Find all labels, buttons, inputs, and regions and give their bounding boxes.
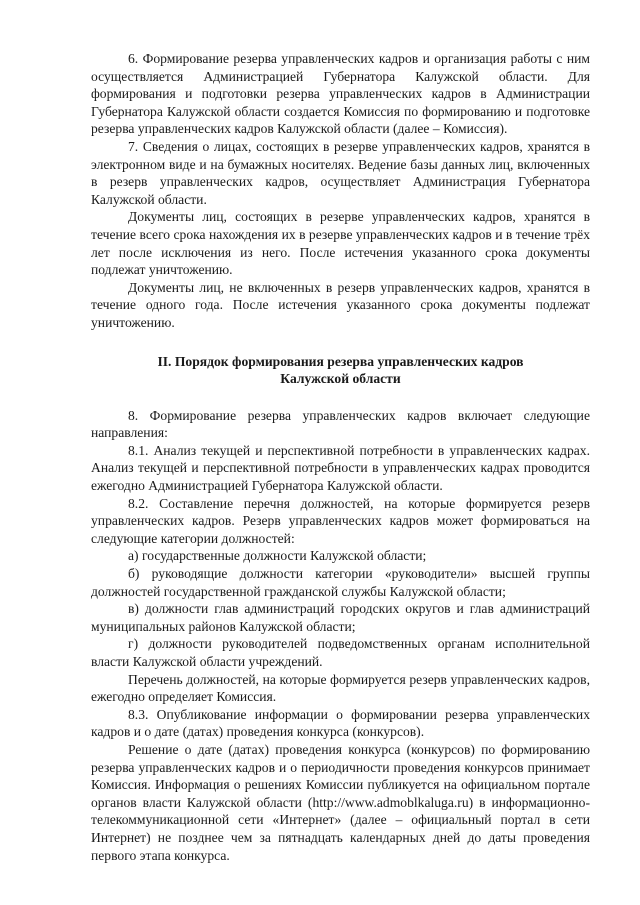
section-heading-line-2: Калужской области (280, 371, 401, 387)
paragraph-documents-included: Документы лиц, состоящих в резерве управленческих кадров, хранятся в течение всего срока нахождения их в резерве управленческих кадров и в течение трёх лет после исключения из него. После истечения указанного срока документы подлежат уничтожению. (91, 209, 590, 278)
paragraph-documents-not-included: Документы лиц, не включенных в резерв управленческих кадров, хранятся в течение одного года. После истечения указанного срока документы подлежат уничтожению. (91, 279, 590, 330)
paragraph-6: 6. Формирование резерва управленческих кадров и организация работы с ним осуществляется Администрацией Губернатора Калужской области. Для формирования и подготовки резерва управленческих кадров в Администрации Губернатора Калужской области создается Комиссия по формированию и подготовке резерва управленческих кадров Калужской области (далее – Комиссия). (91, 51, 590, 137)
paragraph-positions-list: Перечень должностей, на которые формируется резерв управленческих кадров, ежегодно определяет Комиссия. (91, 671, 590, 705)
section-heading (91, 353, 590, 388)
paragraph-8-3: 8.3. Опубликование информации о формировании резерва управленческих кадров и о дате (датах) проведения конкурса (конкурсов). (91, 706, 590, 740)
paragraph-8-1: 8.1. Анализ текущей и перспективной потребности в управленческих кадрах. Анализ текущей и перспективной потребности в управленческих кадрах проводится ежегодно Администрацией Губернатора Калужской области. (91, 442, 590, 494)
paragraph-7: 7. Сведения о лицах, состоящих в резерве управленческих кадров, хранятся в электронном виде и на бумажных носителях. Ведение базы данных лиц, включенных в резерв управленческих кадров, осуществляет Администрация Губернатора Калужской области. (91, 138, 590, 207)
section-heading-line-1: II. Порядок формирования резерва управленческих кадров (157, 353, 524, 369)
list-item-v: в) должности глав администраций городских округов и глав администраций муниципальных районов Калужской области; (91, 601, 590, 634)
list-item-g: г) должности руководителей подведомственных органам исполнительной власти Калужской области учреждений. (91, 636, 590, 669)
paragraph-decision: Решение о дате (датах) проведения конкурса (конкурсов) по формированию резерва управленческих кадров и о периодичности проведения конкурсов принимает Комиссия. Информация о решениях Комиссии публикуется на официальном портале органов власти Калужской области (http://www.admoblkaluga.ru) в информационно-телекоммуникационной сети «Интернет» (далее – официальный портал в сети Интернет) не позднее чем за пятнадцать календарных дней до даты проведения первого этапа конкурса. (91, 741, 590, 863)
paragraphs-before (91, 50, 590, 332)
paragraph-8-2: 8.2. Составление перечня должностей, на которые формируется резерв управленческих кадров. Резерв управленческих кадров может формироваться на следующие категории должностей: (91, 495, 590, 546)
list-item-b: б) руководящие должности категории «руководители» высшей группы должностей государственной гражданской службы Калужской области; (91, 566, 590, 599)
list-item-a: а) государственные должности Калужской области; (128, 548, 427, 564)
paragraphs-after (91, 407, 590, 864)
paragraph-8: 8. Формирование резерва управленческих кадров включает следующие направления: (91, 407, 590, 441)
